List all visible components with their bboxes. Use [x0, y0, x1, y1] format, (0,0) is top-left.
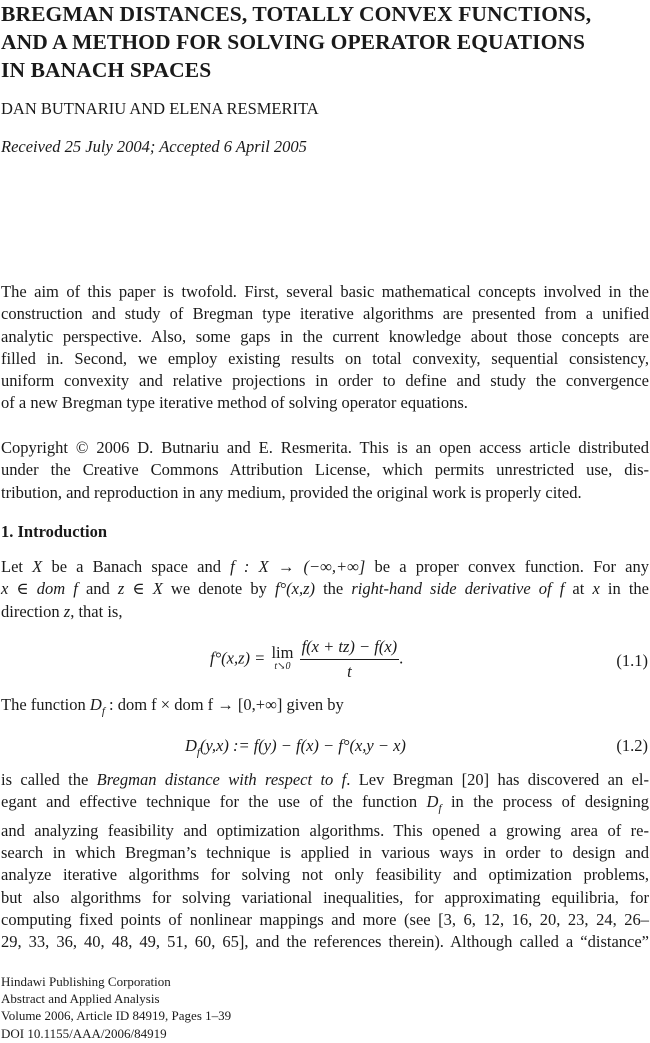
- eq-D: D: [185, 736, 197, 755]
- copyright-line: Copyright © 2006 D. Butnariu and E. Resmerita. This is an open access article distributed: [1, 438, 649, 457]
- numerator: f(x + tz) − f(x): [300, 637, 400, 660]
- text: is called the: [1, 770, 97, 789]
- footer-line: Volume 2006, Article ID 84919, Pages 1–39: [1, 1008, 232, 1024]
- paper-title: [1, 0, 641, 84]
- footer-line: Hindawi Publishing Corporation: [1, 974, 171, 989]
- body-line: computing fixed points of nonlinear mappings and more (see [3, 6, 12, 16, 20, 23, 24, 26–: [1, 910, 649, 930]
- body-line: and analyzing feasibility and optimization algorithms. This opened a growing area of re-: [1, 820, 649, 840]
- title-line: BREGMAN DISTANCES, TOTALLY CONVEX FUNCTIONS,: [1, 2, 592, 26]
- math: z ∈ X: [117, 579, 163, 599]
- text: . Lev Bregman [20] has discovered an el-: [346, 770, 649, 789]
- eq-lhs: f°(x,z) =: [210, 648, 266, 668]
- intro-line-2: [1, 578, 649, 600]
- abstract-line: The aim of this paper is twofold. First, several basic mathematical concepts involved in the: [1, 282, 649, 301]
- intro-line-3: [1, 601, 649, 623]
- limit-operator: [271, 642, 294, 674]
- abstract-line: uniform convexity and relative projections in order to define and study the convergence: [1, 371, 649, 391]
- received-dates: Received 25 July 2004; Accepted 6 April 2005: [1, 137, 307, 156]
- text: be a proper convex function. For any: [365, 557, 649, 576]
- lim-subscript: t↘0: [274, 660, 291, 672]
- body-line: analyze iterative algorithms for solving not only feasibility and optimization problems,: [1, 865, 649, 885]
- emphasis: right-hand side derivative of f: [351, 579, 565, 599]
- text: Let: [1, 557, 33, 576]
- title-line: IN BANACH SPACES: [1, 58, 212, 82]
- text: in the: [599, 579, 649, 599]
- equation-1-1: [210, 637, 403, 682]
- footer-line: Abstract and Applied Analysis: [1, 991, 160, 1007]
- body-line: [1, 769, 649, 791]
- eq-rest: (y,x) := f(y) − f(x) − f°(x,y − x): [199, 736, 406, 755]
- emphasis: Bregman distance with respect to f: [96, 770, 347, 789]
- title-line: AND A METHOD FOR SOLVING OPERATOR EQUATIONS: [1, 30, 586, 54]
- body-line: search in which Bregman’s technique is applied in various ways in order to design and: [1, 843, 649, 863]
- publication-footer: [1, 973, 231, 1042]
- math: x ∈ dom f: [1, 579, 78, 599]
- text: : dom f × dom f → [0,+∞] given by: [104, 695, 344, 714]
- math-x: X: [32, 557, 43, 576]
- text: at: [564, 579, 593, 599]
- math: f°(x,z): [274, 579, 315, 599]
- math-D: D: [426, 792, 439, 812]
- text: we denote by: [162, 579, 275, 599]
- eq-sub: f: [196, 746, 200, 759]
- copyright-line: tribution, and reproduction in any medium, provided the original work is properly cited.: [1, 482, 582, 502]
- math-sub: f: [438, 802, 442, 815]
- lim-text: lim: [271, 642, 294, 662]
- bregman-paragraph: [1, 769, 649, 954]
- math: x: [592, 579, 600, 599]
- math-map: f : X → (−∞,+∞]: [230, 557, 366, 576]
- body-line: [1, 791, 649, 820]
- abstract-line: filled in. Second, we employ existing results on total convexity, sequential consistency,: [1, 348, 649, 368]
- text: in the process of designing: [441, 792, 649, 812]
- text: direction: [1, 601, 64, 621]
- equation-number-1-2: (1.2): [616, 736, 648, 755]
- denominator: t: [347, 662, 352, 681]
- text: the: [314, 579, 352, 599]
- copyright-line: under the Creative Commons Attribution License, which permits unrestricted use, dis-: [1, 460, 649, 480]
- abstract-line: analytic perspective. Also, some gaps in the current knowledge about those concepts are: [1, 326, 649, 346]
- intro-line-1: [1, 556, 649, 578]
- text: egant and effective technique for the use of the function: [1, 792, 427, 812]
- math-sub: f: [101, 705, 105, 718]
- math: z: [63, 601, 71, 621]
- eq-period: .: [399, 648, 404, 668]
- authors: DAN BUTNARIU AND ELENA RESMERITA: [1, 99, 319, 118]
- math-D: D: [89, 695, 102, 714]
- abstract: [1, 281, 649, 415]
- function-definition-line: [1, 695, 344, 717]
- footer-line: DOI 10.1155/AAA/2006/84919: [1, 1025, 167, 1041]
- fraction: [300, 637, 400, 682]
- text: The function: [1, 695, 90, 714]
- body-line: but also algorithms for solving variational inequalities, for approximating equilibria, for: [1, 887, 649, 907]
- equation-number-1-1: (1.1): [616, 651, 648, 670]
- body-line: 29, 33, 36, 40, 48, 49, 51, 60, 65], and the references therein). Although called a “distance”: [1, 932, 649, 952]
- abstract-line: of a new Bregman type iterative method of solving operator equations.: [1, 393, 468, 413]
- text: and: [77, 579, 118, 599]
- text: be a Banach space and: [42, 557, 231, 576]
- text: , that is,: [70, 601, 123, 621]
- abstract-line: construction and study of Bregman type iterative algorithms are presented from a unified: [1, 304, 649, 324]
- intro-paragraph: [1, 556, 649, 623]
- section-heading: 1. Introduction: [1, 522, 108, 541]
- equation-1-2: [185, 736, 406, 758]
- copyright-notice: [1, 437, 649, 504]
